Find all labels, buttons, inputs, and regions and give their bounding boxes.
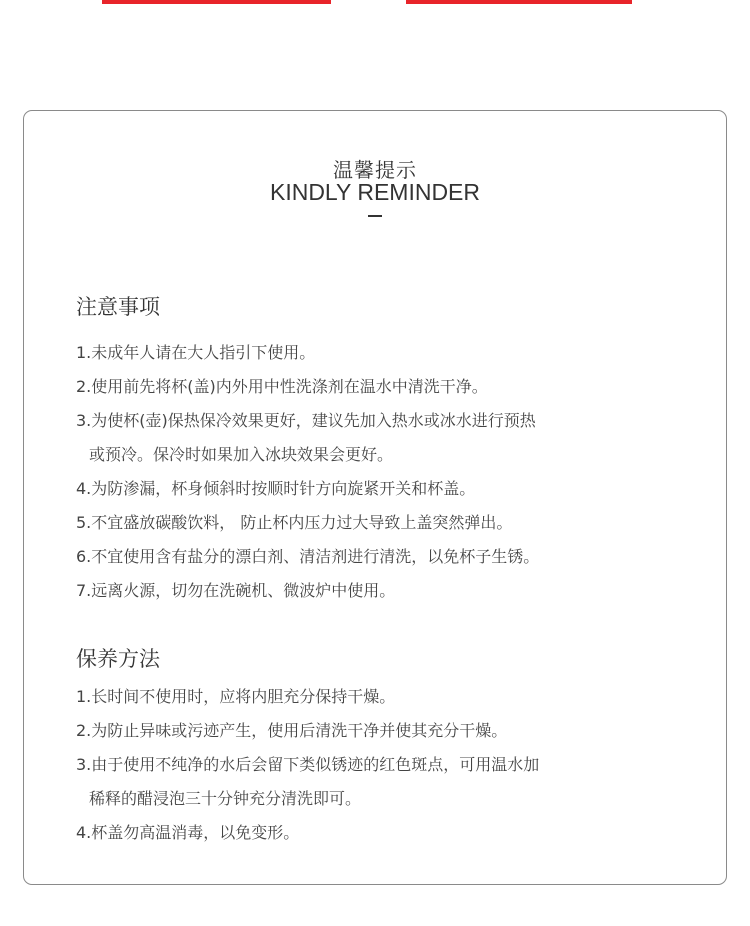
care-list	[76, 680, 539, 850]
care-section-title: 保养方法	[76, 647, 160, 671]
notes-line-3-continued: 或预冷。保冷时如果加入冰块效果会更好。	[89, 445, 394, 464]
notes-line-5: 5.不宜盛放碳酸饮料， 防止杯内压力过大导致上盖突然弹出。	[76, 513, 513, 532]
care-line-4: 4.杯盖勿高温消毒，以免变形。	[76, 823, 300, 842]
notes-list	[76, 336, 539, 608]
top-accent-bar-left	[102, 0, 331, 4]
reminder-card	[23, 110, 727, 885]
notes-line-7: 7.远离火源，切勿在洗碗机、微波炉中使用。	[76, 581, 396, 600]
title-chinese: 温馨提示	[333, 158, 417, 182]
notes-line-2: 2.使用前先将杯(盖)内外用中性洗涤剂在温水中清洗干净。	[76, 377, 488, 396]
care-line-3-continued: 稀释的醋浸泡三十分钟充分清洗即可。	[89, 789, 362, 808]
title-english: KINDLY REMINDER	[269, 179, 481, 205]
care-line-3: 3.由于使用不纯净的水后会留下类似锈迹的红色斑点，可用温水加	[76, 755, 540, 774]
notes-line-6: 6.不宜使用含有盐分的漂白剂、清洁剂进行清洗，以免杯子生锈。	[76, 547, 540, 566]
notes-section-title: 注意事项	[76, 295, 160, 319]
title-divider	[368, 215, 382, 217]
care-line-1: 1.长时间不使用时，应将内胆充分保持干燥。	[76, 687, 396, 706]
top-accent-bar-right	[406, 0, 632, 4]
care-line-2: 2.为防止异味或污迹产生，使用后清洗干净并使其充分干燥。	[76, 721, 508, 740]
notes-line-3: 3.为使杯(壶)保热保冷效果更好，建议先加入热水或冰水进行预热	[76, 411, 536, 430]
notes-line-4: 4.为防渗漏，杯身倾斜时按顺时针方向旋紧开关和杯盖。	[76, 479, 476, 498]
notes-line-1: 1.未成年人请在大人指引下使用。	[76, 343, 316, 362]
